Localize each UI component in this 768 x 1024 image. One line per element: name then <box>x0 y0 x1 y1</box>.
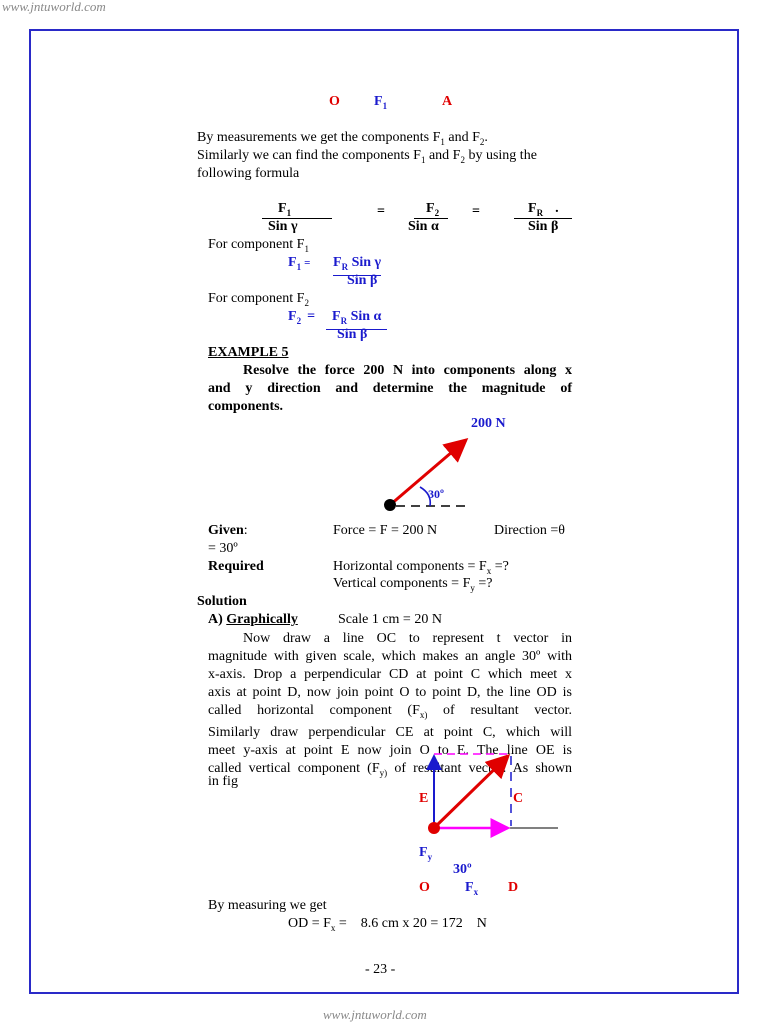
required-label: Required <box>208 559 264 574</box>
measure-line: By measuring we get <box>208 898 327 913</box>
solution-paragraph: Now draw a line OC to represent t vector in magnitude with given scale, which makes an angle 30º with x-axis. Drop a perpendicular CD at point C which meet x axis at point D, now join point O to point D, the line OD is called horizontal component ($F_{x)}$ of resultant vector. Similarly draw perpendicular CE at point C, which will meet y-axis at point E now join O to E. The line OE is called vertical component ($F_{y)}$ of resultant vector. As shown <box>208 631 572 778</box>
example-title: EXAMPLE 5 <box>208 345 289 360</box>
component-f2-label: For component $F_2$ <box>208 291 309 308</box>
example-text: Resolve the force 200 N into components along x and y direction and determine the magnitude of components. <box>208 363 572 414</box>
required-horizontal: Horizontal components = $F_x$ =? <box>333 559 509 576</box>
component-f2-denominator: Sin β <box>337 327 368 342</box>
intro-line-1: By measurements we get the components $F_1$ and $F_2$. <box>197 130 488 147</box>
label-c: C <box>513 791 524 806</box>
label-fx: $F_x$ <box>465 880 479 897</box>
formula-f1: $F_1$ <box>262 202 332 219</box>
resultant-arrow <box>434 756 508 828</box>
formula-sin-beta: Sin β <box>528 219 559 234</box>
component-f2-lhs: $F_2$ = <box>288 309 316 326</box>
force-diagram-2 <box>420 740 570 850</box>
page-number: - 23 - <box>365 962 396 977</box>
label-d: D <box>508 880 519 895</box>
given-direction: Direction =θ <box>494 523 565 538</box>
origin-dot-2 <box>428 822 440 834</box>
measure-result: OD = $F_x$ = 8.6 cm x 20 = 172 N <box>288 916 487 933</box>
formula-sin-alpha: Sin α <box>408 219 439 234</box>
label-a-top: A <box>442 94 453 109</box>
force-diagram-1 <box>370 420 490 520</box>
diagram1-angle-label: 30º <box>428 487 444 501</box>
intro-line-2: Similarly we can find the components $F_1$ and $F_2$ by using the <box>197 148 537 165</box>
formula-eq-2: = <box>472 204 480 219</box>
component-f2-numerator: $F_R$ Sin α <box>326 309 387 330</box>
component-f1-numerator: $F_R$ Sin γ <box>333 255 381 276</box>
given-label-wrap: Given: <box>208 523 248 538</box>
label-o-2: O <box>419 880 430 895</box>
diagram1-force-label: 200 N <box>471 416 506 431</box>
watermark-bottom: www.jntuworld.com <box>323 1007 427 1022</box>
watermark-top: www.jntuworld.com <box>2 0 106 14</box>
component-f1-denominator: Sin β <box>347 273 378 288</box>
solution-in-fig: in fig <box>208 774 238 789</box>
solution-scale: Scale 1 cm = 20 N <box>338 612 442 627</box>
given-force: Force = F = 200 N <box>333 523 438 538</box>
solution-a-heading: A) Graphically <box>208 612 298 627</box>
required-vertical: Vertical components = $F_y$ =? <box>333 576 493 593</box>
intro-line-3: following formula <box>197 166 300 181</box>
given-angle: = 30º <box>208 541 238 556</box>
formula-eq-1: = <box>377 204 385 219</box>
solution-title: Solution <box>197 594 247 609</box>
label-e: E <box>419 791 429 806</box>
formula-f2: $F_2$ <box>414 202 448 219</box>
component-f1-label: For component $F_1$ <box>208 237 309 254</box>
origin-dot <box>384 499 396 511</box>
label-o-top: O <box>329 94 340 109</box>
formula-fr: $F_R$ . <box>514 202 572 219</box>
label-angle-2: 30º <box>453 862 472 877</box>
label-fy: $F_y$ <box>419 845 433 862</box>
formula-sin-gamma: Sin γ <box>268 219 298 234</box>
component-f1-lhs: $F_1$ = <box>288 255 311 272</box>
label-f1-top: $F_1$ <box>374 94 388 111</box>
